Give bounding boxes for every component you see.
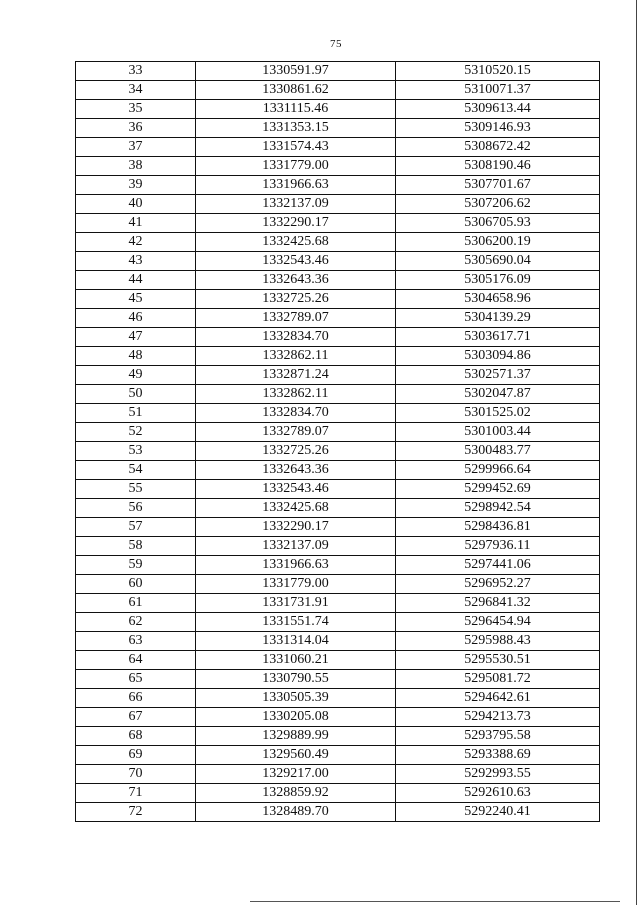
table-row [76, 746, 600, 765]
point-number-cell: 71 [76, 784, 196, 803]
table-row [76, 670, 600, 689]
point-number-cell: 43 [76, 252, 196, 271]
x-coordinate-cell: 1332789.07 [196, 309, 396, 328]
y-coordinate-cell: 5302571.37 [396, 366, 600, 385]
table-row [76, 176, 600, 195]
x-coordinate-cell: 1332643.36 [196, 461, 396, 480]
y-coordinate-cell: 5301003.44 [396, 423, 600, 442]
point-number-cell: 62 [76, 613, 196, 632]
y-coordinate-cell: 5299452.69 [396, 480, 600, 499]
table-row [76, 62, 600, 81]
table-row [76, 442, 600, 461]
x-coordinate-cell: 1331966.63 [196, 176, 396, 195]
x-coordinate-cell: 1332725.26 [196, 442, 396, 461]
table-row [76, 480, 600, 499]
x-coordinate-cell: 1332834.70 [196, 328, 396, 347]
x-coordinate-cell: 1329889.99 [196, 727, 396, 746]
y-coordinate-cell: 5304139.29 [396, 309, 600, 328]
x-coordinate-cell: 1328859.92 [196, 784, 396, 803]
table-row [76, 119, 600, 138]
x-coordinate-cell: 1332290.17 [196, 518, 396, 537]
x-coordinate-cell: 1332862.11 [196, 385, 396, 404]
table-row [76, 366, 600, 385]
x-coordinate-cell: 1331966.63 [196, 556, 396, 575]
table-row [76, 271, 600, 290]
y-coordinate-cell: 5293388.69 [396, 746, 600, 765]
y-coordinate-cell: 5294213.73 [396, 708, 600, 727]
y-coordinate-cell: 5303094.86 [396, 347, 600, 366]
x-coordinate-cell: 1332137.09 [196, 537, 396, 556]
y-coordinate-cell: 5301525.02 [396, 404, 600, 423]
table-row [76, 328, 600, 347]
y-coordinate-cell: 5306200.19 [396, 233, 600, 252]
x-coordinate-cell: 1332725.26 [196, 290, 396, 309]
table-row [76, 632, 600, 651]
point-number-cell: 34 [76, 81, 196, 100]
point-number-cell: 45 [76, 290, 196, 309]
table-row [76, 195, 600, 214]
point-number-cell: 70 [76, 765, 196, 784]
point-number-cell: 58 [76, 537, 196, 556]
point-number-cell: 46 [76, 309, 196, 328]
y-coordinate-cell: 5308190.46 [396, 157, 600, 176]
table-row [76, 252, 600, 271]
y-coordinate-cell: 5296454.94 [396, 613, 600, 632]
page-edge-line [636, 0, 637, 905]
point-number-cell: 51 [76, 404, 196, 423]
x-coordinate-cell: 1332425.68 [196, 233, 396, 252]
point-number-cell: 59 [76, 556, 196, 575]
x-coordinate-cell: 1331731.91 [196, 594, 396, 613]
y-coordinate-cell: 5295530.51 [396, 651, 600, 670]
y-coordinate-cell: 5310071.37 [396, 81, 600, 100]
y-coordinate-cell: 5307701.67 [396, 176, 600, 195]
table-row [76, 100, 600, 119]
y-coordinate-cell: 5296952.27 [396, 575, 600, 594]
point-number-cell: 53 [76, 442, 196, 461]
point-number-cell: 49 [76, 366, 196, 385]
x-coordinate-cell: 1332643.36 [196, 271, 396, 290]
point-number-cell: 38 [76, 157, 196, 176]
point-number-cell: 48 [76, 347, 196, 366]
table-row [76, 423, 600, 442]
x-coordinate-cell: 1332834.70 [196, 404, 396, 423]
x-coordinate-cell: 1330205.08 [196, 708, 396, 727]
x-coordinate-cell: 1332543.46 [196, 252, 396, 271]
y-coordinate-cell: 5306705.93 [396, 214, 600, 233]
x-coordinate-cell: 1331779.00 [196, 575, 396, 594]
point-number-cell: 47 [76, 328, 196, 347]
x-coordinate-cell: 1330591.97 [196, 62, 396, 81]
y-coordinate-cell: 5309613.44 [396, 100, 600, 119]
x-coordinate-cell: 1331060.21 [196, 651, 396, 670]
y-coordinate-cell: 5304658.96 [396, 290, 600, 309]
point-number-cell: 42 [76, 233, 196, 252]
table-row [76, 651, 600, 670]
x-coordinate-cell: 1332425.68 [196, 499, 396, 518]
y-coordinate-cell: 5294642.61 [396, 689, 600, 708]
table-row [76, 461, 600, 480]
point-number-cell: 68 [76, 727, 196, 746]
point-number-cell: 52 [76, 423, 196, 442]
table-row [76, 594, 600, 613]
table-row [76, 613, 600, 632]
table-row [76, 404, 600, 423]
point-number-cell: 41 [76, 214, 196, 233]
x-coordinate-cell: 1330790.55 [196, 670, 396, 689]
point-number-cell: 57 [76, 518, 196, 537]
point-number-cell: 56 [76, 499, 196, 518]
y-coordinate-cell: 5308672.42 [396, 138, 600, 157]
page-bottom-line [250, 901, 620, 902]
point-number-cell: 69 [76, 746, 196, 765]
y-coordinate-cell: 5305176.09 [396, 271, 600, 290]
point-number-cell: 40 [76, 195, 196, 214]
table-row [76, 708, 600, 727]
point-number-cell: 72 [76, 803, 196, 822]
x-coordinate-cell: 1330505.39 [196, 689, 396, 708]
point-number-cell: 39 [76, 176, 196, 195]
point-number-cell: 63 [76, 632, 196, 651]
coordinates-table [75, 61, 600, 822]
table-row [76, 347, 600, 366]
x-coordinate-cell: 1331779.00 [196, 157, 396, 176]
table-row [76, 518, 600, 537]
x-coordinate-cell: 1332543.46 [196, 480, 396, 499]
y-coordinate-cell: 5292610.63 [396, 784, 600, 803]
table-row [76, 727, 600, 746]
point-number-cell: 67 [76, 708, 196, 727]
x-coordinate-cell: 1331353.15 [196, 119, 396, 138]
point-number-cell: 61 [76, 594, 196, 613]
point-number-cell: 50 [76, 385, 196, 404]
y-coordinate-cell: 5303617.71 [396, 328, 600, 347]
table-row [76, 575, 600, 594]
point-number-cell: 44 [76, 271, 196, 290]
x-coordinate-cell: 1330861.62 [196, 81, 396, 100]
point-number-cell: 60 [76, 575, 196, 594]
point-number-cell: 33 [76, 62, 196, 81]
x-coordinate-cell: 1331574.43 [196, 138, 396, 157]
table-row [76, 81, 600, 100]
table-row [76, 765, 600, 784]
point-number-cell: 36 [76, 119, 196, 138]
x-coordinate-cell: 1332789.07 [196, 423, 396, 442]
table-row [76, 803, 600, 822]
table-row [76, 138, 600, 157]
x-coordinate-cell: 1332871.24 [196, 366, 396, 385]
coordinates-table-body [76, 62, 600, 822]
y-coordinate-cell: 5298436.81 [396, 518, 600, 537]
y-coordinate-cell: 5295081.72 [396, 670, 600, 689]
x-coordinate-cell: 1332137.09 [196, 195, 396, 214]
y-coordinate-cell: 5292993.55 [396, 765, 600, 784]
point-number-cell: 64 [76, 651, 196, 670]
x-coordinate-cell: 1329217.00 [196, 765, 396, 784]
y-coordinate-cell: 5302047.87 [396, 385, 600, 404]
page-number: 75 [330, 38, 342, 50]
table-row [76, 689, 600, 708]
y-coordinate-cell: 5305690.04 [396, 252, 600, 271]
y-coordinate-cell: 5295988.43 [396, 632, 600, 651]
x-coordinate-cell: 1331314.04 [196, 632, 396, 651]
x-coordinate-cell: 1332862.11 [196, 347, 396, 366]
table-row [76, 309, 600, 328]
point-number-cell: 37 [76, 138, 196, 157]
table-row [76, 784, 600, 803]
table-row [76, 385, 600, 404]
x-coordinate-cell: 1328489.70 [196, 803, 396, 822]
point-number-cell: 65 [76, 670, 196, 689]
y-coordinate-cell: 5297441.06 [396, 556, 600, 575]
point-number-cell: 55 [76, 480, 196, 499]
x-coordinate-cell: 1331551.74 [196, 613, 396, 632]
y-coordinate-cell: 5300483.77 [396, 442, 600, 461]
y-coordinate-cell: 5309146.93 [396, 119, 600, 138]
table-row [76, 556, 600, 575]
y-coordinate-cell: 5307206.62 [396, 195, 600, 214]
point-number-cell: 35 [76, 100, 196, 119]
x-coordinate-cell: 1331115.46 [196, 100, 396, 119]
table-row [76, 290, 600, 309]
y-coordinate-cell: 5298942.54 [396, 499, 600, 518]
table-row [76, 157, 600, 176]
table-row [76, 214, 600, 233]
y-coordinate-cell: 5292240.41 [396, 803, 600, 822]
y-coordinate-cell: 5296841.32 [396, 594, 600, 613]
table-row [76, 499, 600, 518]
y-coordinate-cell: 5310520.15 [396, 62, 600, 81]
table-row [76, 233, 600, 252]
x-coordinate-cell: 1332290.17 [196, 214, 396, 233]
y-coordinate-cell: 5297936.11 [396, 537, 600, 556]
point-number-cell: 66 [76, 689, 196, 708]
y-coordinate-cell: 5299966.64 [396, 461, 600, 480]
table-row [76, 537, 600, 556]
point-number-cell: 54 [76, 461, 196, 480]
x-coordinate-cell: 1329560.49 [196, 746, 396, 765]
y-coordinate-cell: 5293795.58 [396, 727, 600, 746]
